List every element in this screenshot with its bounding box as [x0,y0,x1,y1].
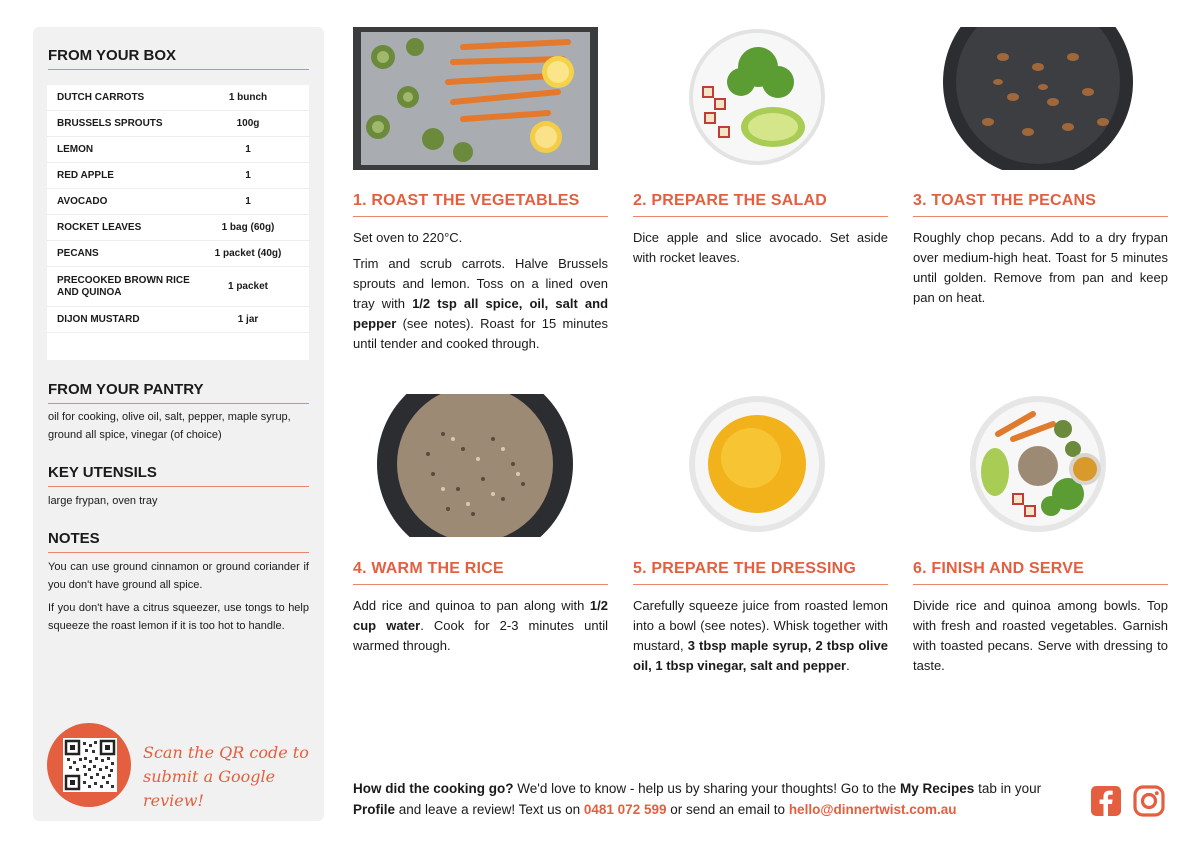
step-6-title: 6. FINISH AND SERVE [913,560,1168,585]
profile-label: Profile [353,802,396,817]
pantry-text: oil for cooking, olive oil, salt, pepper, maple syrup, ground all spice, vinegar (of choice) [48,411,291,441]
table-row [47,241,309,267]
ingredient-qty: 1 jar [237,314,259,325]
phone-link[interactable]: 0481 072 599 [583,802,667,817]
rice-photo [353,394,598,537]
my-recipes-label: My Recipes [900,781,975,796]
dressing-photo [633,394,878,537]
ingredient-name: DIJON MUSTARD [57,313,140,325]
ingredient-name: PECANS [57,247,99,259]
step-3-image [913,27,1158,170]
table-row [47,267,309,307]
step-4-image [353,394,598,537]
utensils-heading: KEY UTENSILS [48,464,309,487]
table-row [47,111,309,137]
step-text-bold: 3 tbsp maple syrup, 2 tbsp olive oil, 1 tbsp vinegar, salt and pepper [633,638,888,673]
step-1-image [353,27,598,170]
ingredient-qty: 1 [245,170,251,181]
step-text-bold: 1/2 cup water [353,598,608,633]
step-2-image [633,27,878,170]
note-item: If you don't have a citrus squeezer, use tongs to help squeeze the roast lemon if it is too hot to handle. [48,602,309,632]
note-item: You can use ground cinnamon or ground coriander if you don't have ground all spice. [48,561,309,591]
step-1-body [353,228,608,360]
qr-caption-line: Scan the QR code to [143,743,309,762]
step-text [633,596,888,676]
step-text: Set oven to 220°C. [353,230,463,245]
footer-text: and leave a review! Text us on [395,802,584,817]
from-your-box-heading: FROM YOUR BOX [48,47,309,70]
step-text-part: . [846,658,850,673]
step-text-part: Trim and scrub carrots. Halve Brussels sprouts and lemon. Toss on a lined oven tray with [353,256,608,311]
step-text: Roughly chop pecans. Add to a dry frypan over medium-high heat. Toast for 5 minutes until golden. Remove from pan and keep pan on heat. [913,230,1168,305]
ingredient-qty: 100g [236,118,260,129]
table-row [47,307,309,333]
step-3-title: 3. TOAST THE PECANS [913,192,1168,217]
footer-text: or send an email to [666,802,789,817]
step-3-body [913,228,1168,314]
email-link[interactable]: hello@dinnertwist.com.au [788,802,957,817]
ingredient-qty: 1 [245,144,251,155]
ingredient-qty: 1 packet [227,281,269,292]
step-text: Divide rice and quinoa among bowls. Top with fresh and roasted vegetables. Garnish with toasted pecans. Serve with dressing to taste. [913,598,1168,673]
step-text [353,254,608,354]
instagram-icon[interactable] [1133,785,1165,817]
pantry-heading: FROM YOUR PANTRY [48,381,309,404]
ingredient-name: BRUSSELS SPROUTS [57,117,163,129]
table-row [47,189,309,215]
qr-caption-line: submit a Google review! [143,767,276,810]
step-text-part: Add rice and quinoa to pan along with [353,598,590,613]
notes-heading: NOTES [48,530,309,553]
footer-text: tab in your [974,781,1042,796]
salad-photo [633,27,878,170]
ingredients-table [47,85,309,360]
step-1-title: 1. ROAST THE VEGETABLES [353,192,608,217]
step-text-part: Carefully squeeze juice from roasted lemon into a bowl (see notes). Whisk together with mustard, [633,598,888,653]
ingredient-qty: 1 bunch [228,92,268,103]
step-6-body [913,596,1168,682]
ingredient-name: AVOCADO [57,195,108,207]
qr-code-graphic [63,738,117,792]
table-row [47,163,309,189]
step-2-title: 2. PREPARE THE SALAD [633,192,888,217]
step-2-body [633,228,888,274]
ingredient-qty: 1 [245,196,251,207]
step-text: Dice apple and slice avocado. Set aside with rocket leaves. [633,230,888,265]
qr-caption [143,741,313,813]
ingredient-qty: 1 bag (60g) [221,222,275,233]
sidebar [33,27,324,821]
roasted-vegetables-photo [353,27,598,170]
step-4-body [353,596,608,662]
ingredient-name: DUTCH CARROTS [57,91,145,103]
step-text-bold: 1/2 tsp all spice, oil, salt and pepper [353,296,609,331]
table-row [47,215,309,241]
qr-code[interactable] [63,738,117,792]
table-row [47,137,309,163]
step-4-title: 4. WARM THE RICE [353,560,608,585]
review-footer [353,778,1073,820]
finished-bowl-photo [913,394,1158,537]
pecans-photo [913,27,1158,170]
notes-list [48,559,309,641]
table-row [47,85,309,111]
qr-badge [47,723,131,807]
facebook-icon[interactable] [1090,785,1122,817]
utensils-text: large frypan, oven tray [48,495,158,507]
step-text-part: (see notes). Roast for 15 minutes until tender and cooked through. [353,316,608,351]
ingredient-qty: 1 packet (40g) [214,248,282,259]
step-5-body [633,596,888,682]
footer-question: How did the cooking go? [353,781,514,796]
step-text [353,596,608,656]
ingredient-name: LEMON [57,143,94,155]
ingredient-name: ROCKET LEAVES [57,221,142,233]
ingredient-name: RED APPLE [57,169,114,181]
step-6-image [913,394,1158,537]
footer-text: We'd love to know - help us by sharing your thoughts! Go to the [513,781,901,796]
step-text-part: . Cook for 2-3 minutes until warmed through. [353,618,608,653]
step-5-title: 5. PREPARE THE DRESSING [633,560,888,585]
ingredient-name: PRECOOKED BROWN RICE AND QUINOA [57,274,190,298]
step-5-image [633,394,878,537]
